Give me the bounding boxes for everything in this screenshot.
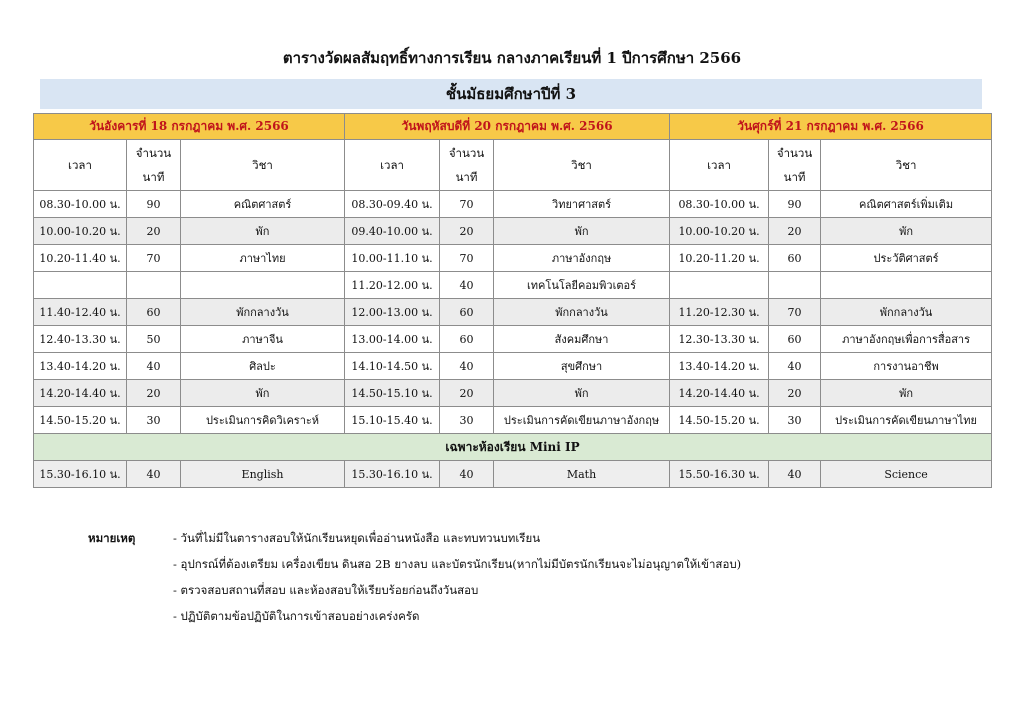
note-item: - อุปกรณ์ที่ต้องเตรียม เครื่องเขียน ดินสอ 2B ยางลบ และบัตรนักเรียน(หากไม่มีบัตรนักเรียนจะไม่อนุญาตให้เข้าสอบ) bbox=[173, 557, 742, 571]
col-header-subject: วิชา bbox=[494, 140, 670, 191]
cell-minutes: 70 bbox=[440, 245, 494, 272]
table-row bbox=[34, 245, 992, 272]
cell-minutes: 20 bbox=[440, 218, 494, 245]
notes-label: หมายเหตุ bbox=[88, 531, 136, 545]
cell-time: 08.30-09.40 น. bbox=[345, 191, 440, 218]
col-header-minutes bbox=[127, 140, 181, 191]
col-header-time: เวลา bbox=[670, 140, 769, 191]
cell-time: 14.50-15.10 น. bbox=[345, 380, 440, 407]
cell-subject: English bbox=[181, 461, 345, 488]
col-header-subject: วิชา bbox=[181, 140, 345, 191]
cell-subject: Science bbox=[821, 461, 992, 488]
cell-time: 15.10-15.40 น. bbox=[345, 407, 440, 434]
cell-time bbox=[34, 272, 127, 299]
cell-minutes: 90 bbox=[127, 191, 181, 218]
cell-minutes: 60 bbox=[440, 299, 494, 326]
cell-minutes: 30 bbox=[769, 407, 821, 434]
cell-subject: สุขศึกษา bbox=[494, 353, 670, 380]
cell-minutes: 20 bbox=[769, 380, 821, 407]
cell-minutes: 40 bbox=[440, 461, 494, 488]
cell-subject: ภาษาจีน bbox=[181, 326, 345, 353]
col-header-minutes bbox=[440, 140, 494, 191]
cell-time: 12.40-13.30 น. bbox=[34, 326, 127, 353]
cell-time: 11.20-12.00 น. bbox=[345, 272, 440, 299]
cell-time: 14.20-14.40 น. bbox=[670, 380, 769, 407]
cell-minutes: 40 bbox=[440, 353, 494, 380]
cell-time: 14.50-15.20 น. bbox=[34, 407, 127, 434]
cell-minutes: 20 bbox=[440, 380, 494, 407]
cell-minutes: 20 bbox=[769, 218, 821, 245]
cell-subject: วิทยาศาสตร์ bbox=[494, 191, 670, 218]
page-title: ตารางวัดผลสัมฤทธิ์ทางการเรียน กลางภาคเรียนที่ 1 ปีการศึกษา 2566 bbox=[282, 49, 742, 67]
cell-minutes: 50 bbox=[127, 326, 181, 353]
cell-subject: พัก bbox=[181, 218, 345, 245]
day-header-tuesday: วันอังคารที่ 18 กรกฎาคม พ.ศ. 2566 bbox=[34, 114, 345, 140]
cell-time: 15.30-16.10 น. bbox=[345, 461, 440, 488]
table-row bbox=[34, 353, 992, 380]
cell-minutes bbox=[127, 272, 181, 299]
cell-subject: คณิตศาสตร์เพิ่มเติม bbox=[821, 191, 992, 218]
col-header-minutes-line2: นาที bbox=[783, 170, 806, 184]
day-header-thursday: วันพฤหัสบดีที่ 20 กรกฎาคม พ.ศ. 2566 bbox=[345, 114, 670, 140]
cell-subject: พัก bbox=[494, 218, 670, 245]
cell-subject: พัก bbox=[494, 380, 670, 407]
cell-time: 10.20-11.40 น. bbox=[34, 245, 127, 272]
cell-subject: ภาษาอังกฤษเพื่อการสื่อสาร bbox=[821, 326, 992, 353]
cell-subject: เทคโนโลยีคอมพิวเตอร์ bbox=[494, 272, 670, 299]
cell-time: 10.20-11.20 น. bbox=[670, 245, 769, 272]
cell-subject: ประเมินการคิดวิเคราะห์ bbox=[181, 407, 345, 434]
cell-time: 13.40-14.20 น. bbox=[670, 353, 769, 380]
cell-minutes: 40 bbox=[440, 272, 494, 299]
cell-subject: พักกลางวัน bbox=[181, 299, 345, 326]
cell-time: 12.30-13.30 น. bbox=[670, 326, 769, 353]
cell-minutes: 30 bbox=[127, 407, 181, 434]
cell-time: 14.20-14.40 น. bbox=[34, 380, 127, 407]
cell-minutes: 40 bbox=[769, 353, 821, 380]
table-row bbox=[34, 407, 992, 434]
cell-subject: พักกลางวัน bbox=[494, 299, 670, 326]
col-header-minutes bbox=[769, 140, 821, 191]
cell-subject: พัก bbox=[821, 380, 992, 407]
cell-minutes: 90 bbox=[769, 191, 821, 218]
table-row bbox=[34, 380, 992, 407]
cell-time: 11.40-12.40 น. bbox=[34, 299, 127, 326]
cell-subject: พักกลางวัน bbox=[821, 299, 992, 326]
cell-minutes bbox=[769, 272, 821, 299]
cell-time: 15.30-16.10 น. bbox=[34, 461, 127, 488]
table-row bbox=[34, 191, 992, 218]
cell-subject: พัก bbox=[821, 218, 992, 245]
cell-time: 15.50-16.30 น. bbox=[670, 461, 769, 488]
exam-schedule-table bbox=[33, 113, 992, 488]
cell-time: 09.40-10.00 น. bbox=[345, 218, 440, 245]
cell-subject: ประวัติศาสตร์ bbox=[821, 245, 992, 272]
cell-time: 08.30-10.00 น. bbox=[670, 191, 769, 218]
cell-subject: คณิตศาสตร์ bbox=[181, 191, 345, 218]
col-header-minutes-line1: จำนวน bbox=[448, 146, 485, 160]
cell-time bbox=[670, 272, 769, 299]
grade-banner: ชั้นมัธยมศึกษาปีที่ 3 bbox=[40, 79, 982, 109]
cell-subject: ประเมินการคัดเขียนภาษาอังกฤษ bbox=[494, 407, 670, 434]
mini-ip-row-label bbox=[34, 434, 992, 461]
note-item: - ปฏิบัติตามข้อปฏิบัติในการเข้าสอบอย่างเคร่งครัด bbox=[173, 609, 420, 623]
cell-minutes: 40 bbox=[127, 353, 181, 380]
cell-minutes: 30 bbox=[440, 407, 494, 434]
cell-time: 10.00-11.10 น. bbox=[345, 245, 440, 272]
cell-minutes: 20 bbox=[127, 218, 181, 245]
cell-time: 13.40-14.20 น. bbox=[34, 353, 127, 380]
mini-ip-label: เฉพาะห้องเรียน Mini IP bbox=[34, 434, 992, 461]
cell-time: 13.00-14.00 น. bbox=[345, 326, 440, 353]
notes-list bbox=[173, 530, 913, 634]
cell-subject: ภาษาไทย bbox=[181, 245, 345, 272]
cell-minutes: 60 bbox=[440, 326, 494, 353]
cell-subject: ภาษาอังกฤษ bbox=[494, 245, 670, 272]
cell-time: 10.00-10.20 น. bbox=[670, 218, 769, 245]
table-row bbox=[34, 299, 992, 326]
cell-subject: ศิลปะ bbox=[181, 353, 345, 380]
table-row bbox=[34, 461, 992, 488]
cell-minutes: 70 bbox=[127, 245, 181, 272]
table-row bbox=[34, 326, 992, 353]
cell-time: 14.10-14.50 น. bbox=[345, 353, 440, 380]
cell-subject: พัก bbox=[181, 380, 345, 407]
col-header-time: เวลา bbox=[345, 140, 440, 191]
cell-minutes: 20 bbox=[127, 380, 181, 407]
cell-time: 08.30-10.00 น. bbox=[34, 191, 127, 218]
cell-subject: ประเมินการคัดเขียนภาษาไทย bbox=[821, 407, 992, 434]
day-header-friday: วันศุกร์ที่ 21 กรกฎาคม พ.ศ. 2566 bbox=[670, 114, 992, 140]
cell-time: 14.50-15.20 น. bbox=[670, 407, 769, 434]
col-header-minutes-line1: จำนวน bbox=[776, 146, 813, 160]
cell-minutes: 60 bbox=[769, 245, 821, 272]
col-header-subject: วิชา bbox=[821, 140, 992, 191]
cell-subject bbox=[821, 272, 992, 299]
cell-subject: สังคมศึกษา bbox=[494, 326, 670, 353]
cell-subject: Math bbox=[494, 461, 670, 488]
cell-subject bbox=[181, 272, 345, 299]
col-header-minutes-line1: จำนวน bbox=[135, 146, 172, 160]
cell-minutes: 70 bbox=[440, 191, 494, 218]
cell-minutes: 60 bbox=[127, 299, 181, 326]
note-item: - วันที่ไม่มีในตารางสอบให้นักเรียนหยุดเพื่ออ่านหนังสือ และทบทวนบทเรียน bbox=[173, 531, 541, 545]
note-item: - ตรวจสอบสถานที่สอบ และห้องสอบให้เรียบร้อยก่อนถึงวันสอบ bbox=[173, 583, 479, 597]
col-header-minutes-line2: นาที bbox=[142, 170, 165, 184]
col-header-minutes-line2: นาที bbox=[455, 170, 478, 184]
cell-time: 11.20-12.30 น. bbox=[670, 299, 769, 326]
cell-minutes: 70 bbox=[769, 299, 821, 326]
cell-minutes: 40 bbox=[127, 461, 181, 488]
cell-subject: การงานอาชีพ bbox=[821, 353, 992, 380]
cell-time: 12.00-13.00 น. bbox=[345, 299, 440, 326]
table-row bbox=[34, 218, 992, 245]
table-row bbox=[34, 272, 992, 299]
col-header-time: เวลา bbox=[34, 140, 127, 191]
cell-time: 10.00-10.20 น. bbox=[34, 218, 127, 245]
cell-minutes: 40 bbox=[769, 461, 821, 488]
cell-minutes: 60 bbox=[769, 326, 821, 353]
